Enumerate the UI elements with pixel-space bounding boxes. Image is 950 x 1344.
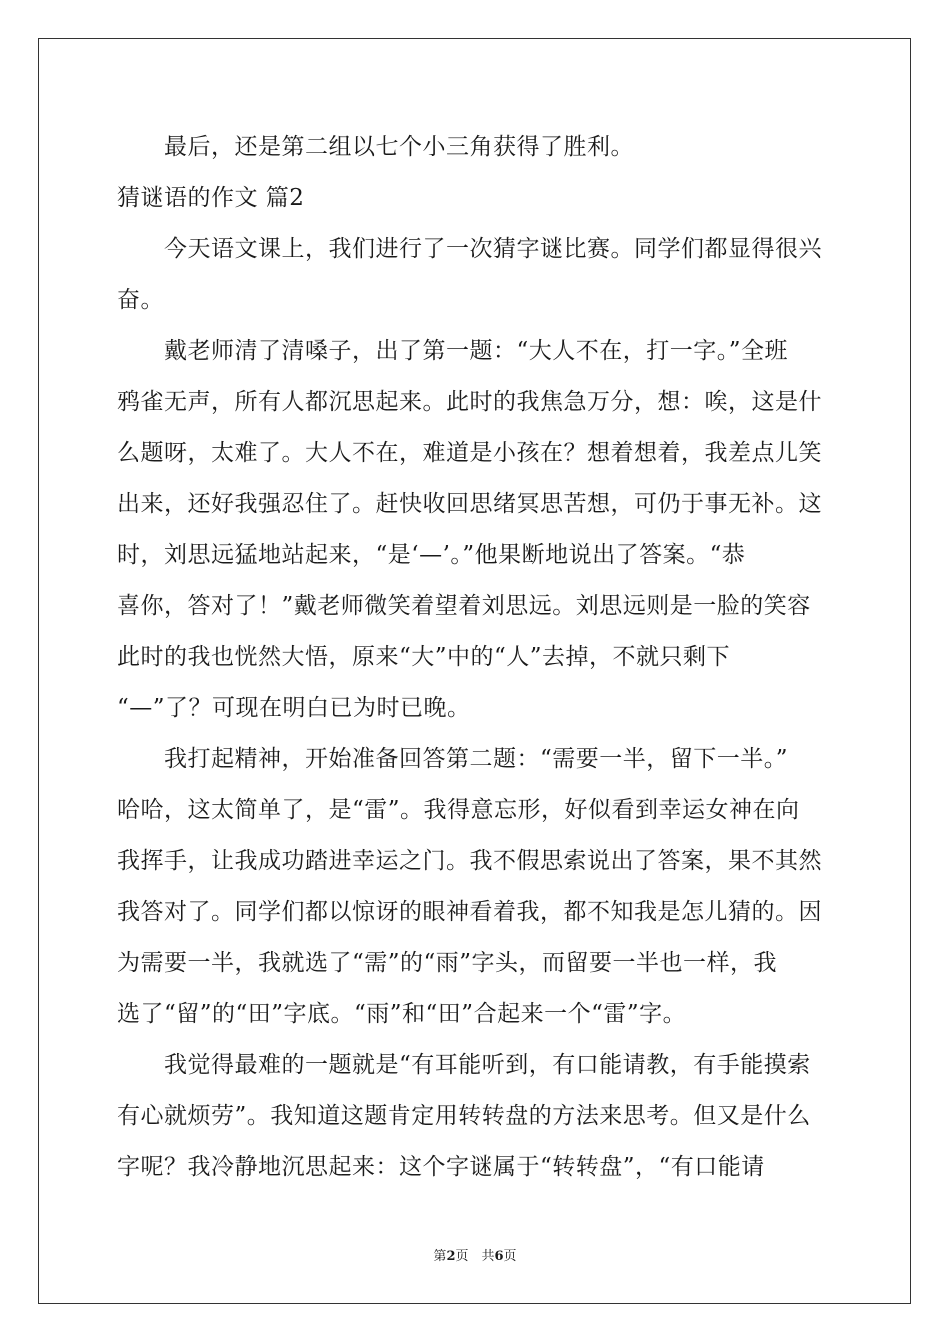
page-suffix: 页 (503, 1249, 517, 1264)
text-line: 奋。 (117, 287, 164, 313)
text-line: 选了“留”的“田”字底。“雨”和“田”合起来一个“雷”字。 (117, 1001, 687, 1027)
text-line: 有心就烦劳”。我知道这题肯定用转转盘的方法来思考。但又是什么 (117, 1103, 811, 1129)
page-footer (0, 1245, 950, 1264)
page-prefix: 第 (433, 1249, 447, 1264)
text-line: 么题呀，太难了。大人不在，难道是小孩在？想着想着，我差点儿笑 (117, 440, 822, 466)
page-total: 6 (494, 1249, 504, 1264)
text-line: 戴老师清了清嗓子，出了第一题：“大人不在，打一字。”全班 (164, 338, 789, 364)
text-line: 哈哈，这太简单了，是“雷”。我得意忘形，好似看到幸运女神在向 (117, 797, 800, 823)
text-line: 我挥手，让我成功踏进幸运之门。我不假思索说出了答案，果不其然 (117, 848, 822, 874)
text-line: 时，刘思远猛地站起来，“是‘—’。”他果断地说出了答案。“恭 (117, 542, 746, 568)
page-current: 2 (446, 1249, 456, 1264)
page-mid: 页 共 (455, 1249, 495, 1264)
section-heading: 猜谜语的作文 篇2 (117, 185, 305, 211)
text-line: 字呢？我冷静地沉思起来：这个字谜属于“转转盘”，“有口能请 (117, 1154, 765, 1180)
text-line: 我觉得最难的一题就是“有耳能听到，有口能请教，有手能摸索 (164, 1052, 811, 1078)
text-line: 鸦雀无声，所有人都沉思起来。此时的我焦急万分，想：唉，这是什 (117, 389, 822, 415)
text-line: 今天语文课上，我们进行了一次猜字谜比赛。同学们都显得很兴 (164, 236, 822, 262)
text-line: 出来，还好我强忍住了。赶快收回思绪冥思苦想，可仍于事无补。这 (117, 491, 822, 517)
text-line: 喜你，答对了！”戴老师微笑着望着刘思远。刘思远则是一脸的笑容 (117, 593, 811, 619)
text-line: 为需要一半，我就选了“需”的“雨”字头，而留要一半也一样，我 (117, 950, 778, 976)
text-line: 最后，还是第二组以七个小三角获得了胜利。 (164, 134, 634, 160)
text-line: 我答对了。同学们都以惊讶的眼神看着我，都不知我是怎儿猜的。因 (117, 899, 822, 925)
text-line: 我打起精神，开始准备回答第二题：“需要一半，留下一半。” (164, 746, 789, 772)
text-line: 此时的我也恍然大悟，原来“大”中的“人”去掉，不就只剩下 (117, 644, 731, 670)
text-line: “—”了？可现在明白已为时已晚。 (117, 695, 471, 721)
